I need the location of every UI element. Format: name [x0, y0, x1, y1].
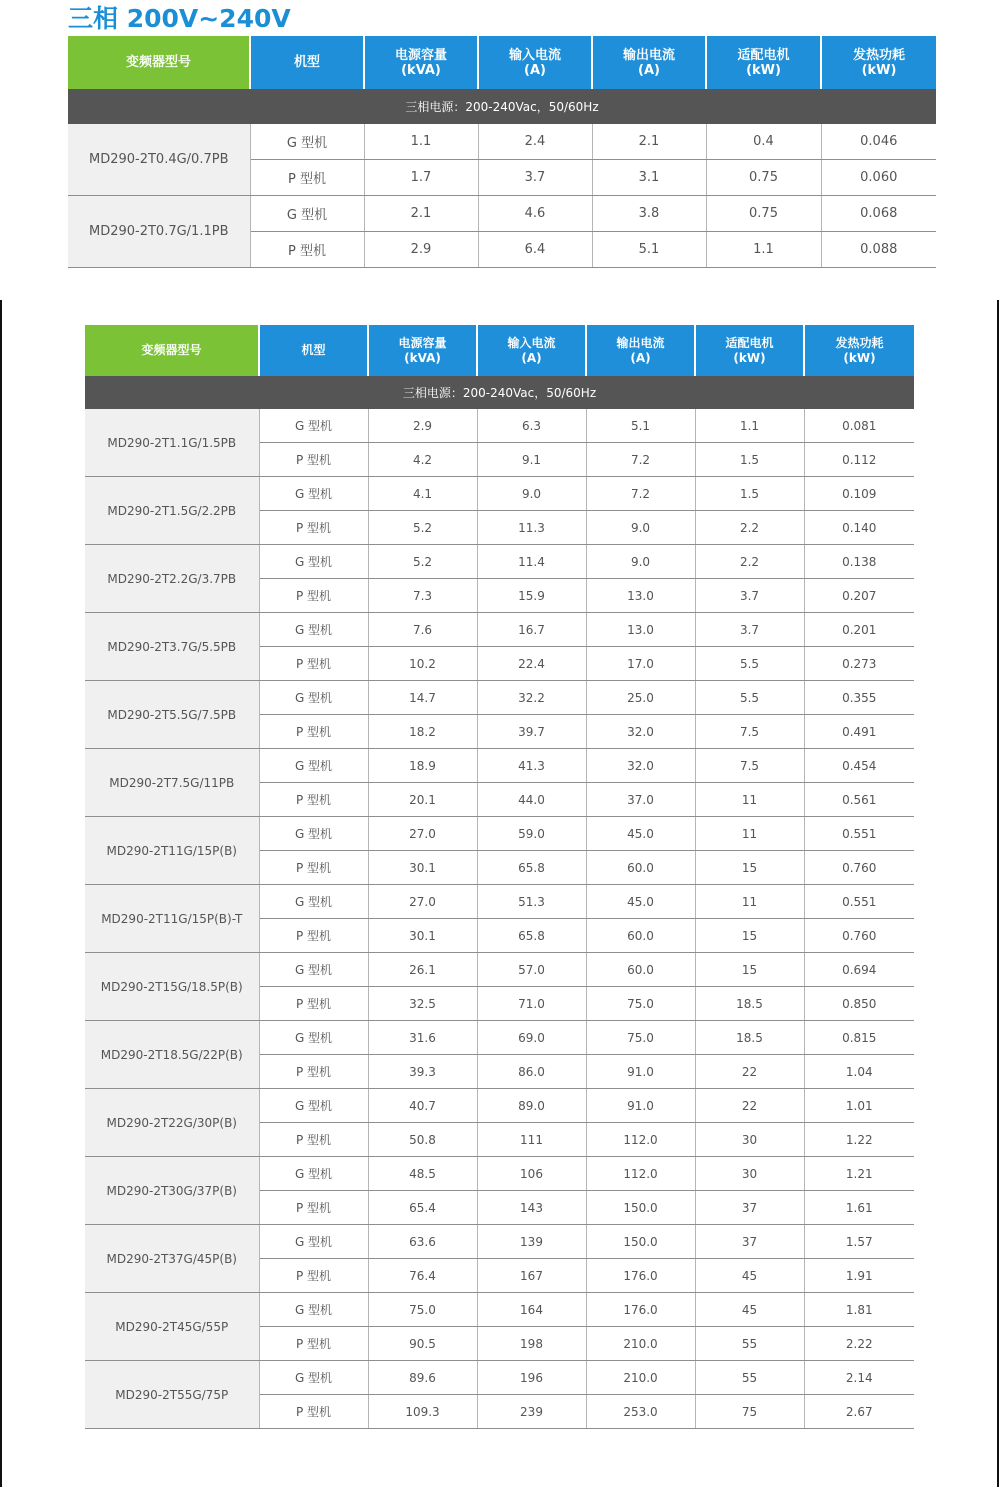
input-current-cell: 143	[477, 1191, 586, 1225]
spec-table-2	[85, 325, 914, 1429]
output-current-cell: 150.0	[586, 1191, 695, 1225]
power-capacity-cell: 32.5	[368, 987, 477, 1021]
output-current-cell: 3.1	[592, 160, 706, 196]
table-row	[85, 749, 914, 783]
model-cell: MD290-2T11G/15P(B)	[85, 817, 259, 885]
type-cell: P 型机	[259, 919, 368, 953]
output-current-cell: 13.0	[586, 613, 695, 647]
table-row	[85, 681, 914, 715]
motor-cell: 5.5	[695, 681, 804, 715]
motor-cell: 45	[695, 1259, 804, 1293]
output-current-cell: 9.0	[586, 511, 695, 545]
type-cell: P 型机	[259, 1055, 368, 1089]
type-cell: G 型机	[259, 1089, 368, 1123]
input-current-cell: 41.3	[477, 749, 586, 783]
heat-loss-cell: 0.273	[804, 647, 914, 681]
type-cell: P 型机	[259, 443, 368, 477]
heat-loss-cell: 0.760	[804, 919, 914, 953]
power-capacity-cell: 18.9	[368, 749, 477, 783]
motor-cell: 0.75	[706, 160, 821, 196]
heat-loss-cell: 0.491	[804, 715, 914, 749]
input-current-cell: 86.0	[477, 1055, 586, 1089]
input-current-cell: 167	[477, 1259, 586, 1293]
table-body-1	[68, 89, 936, 268]
table-row	[85, 1021, 914, 1055]
power-capacity-cell: 50.8	[368, 1123, 477, 1157]
model-cell: MD290-2T1.5G/2.2PB	[85, 477, 259, 545]
type-cell: P 型机	[259, 715, 368, 749]
heat-loss-cell: 0.551	[804, 817, 914, 851]
type-cell: G 型机	[259, 953, 368, 987]
type-cell: P 型机	[259, 1123, 368, 1157]
type-cell: G 型机	[259, 613, 368, 647]
model-cell: MD290-2T37G/45P(B)	[85, 1225, 259, 1293]
header-type: 机型	[250, 36, 364, 89]
type-cell: P 型机	[250, 232, 364, 268]
power-capacity-cell: 5.2	[368, 511, 477, 545]
page-title: 三相 200V~240V	[68, 4, 291, 33]
power-capacity-cell: 65.4	[368, 1191, 477, 1225]
model-cell: MD290-2T7.5G/11PB	[85, 749, 259, 817]
input-current-cell: 139	[477, 1225, 586, 1259]
type-cell: G 型机	[259, 477, 368, 511]
heat-loss-cell: 0.850	[804, 987, 914, 1021]
power-capacity-cell: 63.6	[368, 1225, 477, 1259]
left-edge-line	[0, 300, 2, 1487]
motor-cell: 1.1	[695, 409, 804, 443]
table-row	[85, 477, 914, 511]
power-capacity-cell: 40.7	[368, 1089, 477, 1123]
header-heat-loss: 发热功耗 (kW)	[821, 36, 936, 89]
table-row	[85, 1157, 914, 1191]
table-row	[68, 124, 936, 160]
type-cell: P 型机	[250, 160, 364, 196]
input-current-cell: 65.8	[477, 919, 586, 953]
input-current-cell: 111	[477, 1123, 586, 1157]
header-input-current: 输入电流 (A)	[477, 325, 586, 376]
power-supply-row	[85, 376, 914, 409]
heat-loss-cell: 0.561	[804, 783, 914, 817]
table-row	[68, 196, 936, 232]
power-capacity-cell: 14.7	[368, 681, 477, 715]
type-cell: P 型机	[259, 1327, 368, 1361]
input-current-cell: 51.3	[477, 885, 586, 919]
power-supply-label: 三相电源：200-240Vac，50/60Hz	[68, 89, 936, 124]
table-row	[85, 613, 914, 647]
header-power-capacity: 电源容量 (kVA)	[364, 36, 478, 89]
output-current-cell: 210.0	[586, 1327, 695, 1361]
power-capacity-cell: 1.7	[364, 160, 478, 196]
output-current-cell: 176.0	[586, 1259, 695, 1293]
input-current-cell: 11.4	[477, 545, 586, 579]
table-row	[85, 409, 914, 443]
type-cell: G 型机	[259, 1157, 368, 1191]
input-current-cell: 9.0	[477, 477, 586, 511]
motor-cell: 1.1	[706, 232, 821, 268]
motor-cell: 2.2	[695, 511, 804, 545]
power-capacity-cell: 2.9	[368, 409, 477, 443]
motor-cell: 22	[695, 1055, 804, 1089]
motor-cell: 7.5	[695, 715, 804, 749]
input-current-cell: 39.7	[477, 715, 586, 749]
heat-loss-cell: 0.060	[821, 160, 936, 196]
heat-loss-cell: 0.109	[804, 477, 914, 511]
input-current-cell: 3.7	[478, 160, 592, 196]
header-power-capacity: 电源容量 (kVA)	[368, 325, 477, 376]
header-model: 变频器型号	[68, 36, 250, 89]
input-current-cell: 9.1	[477, 443, 586, 477]
model-cell: MD290-2T1.1G/1.5PB	[85, 409, 259, 477]
input-current-cell: 65.8	[477, 851, 586, 885]
power-capacity-cell: 7.6	[368, 613, 477, 647]
type-cell: G 型机	[259, 749, 368, 783]
output-current-cell: 75.0	[586, 987, 695, 1021]
power-capacity-cell: 26.1	[368, 953, 477, 987]
input-current-cell: 239	[477, 1395, 586, 1429]
motor-cell: 7.5	[695, 749, 804, 783]
table-row	[85, 953, 914, 987]
heat-loss-cell: 0.760	[804, 851, 914, 885]
model-cell: MD290-2T30G/37P(B)	[85, 1157, 259, 1225]
output-current-cell: 60.0	[586, 851, 695, 885]
heat-loss-cell: 1.01	[804, 1089, 914, 1123]
output-current-cell: 91.0	[586, 1055, 695, 1089]
motor-cell: 55	[695, 1327, 804, 1361]
output-current-cell: 91.0	[586, 1089, 695, 1123]
heat-loss-cell: 0.088	[821, 232, 936, 268]
header-output-current: 输出电流 (A)	[592, 36, 706, 89]
table-header-row	[85, 325, 914, 376]
power-capacity-cell: 27.0	[368, 817, 477, 851]
motor-cell: 18.5	[695, 1021, 804, 1055]
heat-loss-cell: 0.068	[821, 196, 936, 232]
motor-cell: 11	[695, 783, 804, 817]
heat-loss-cell: 1.22	[804, 1123, 914, 1157]
table-row	[85, 545, 914, 579]
model-cell: MD290-2T3.7G/5.5PB	[85, 613, 259, 681]
table-row	[85, 885, 914, 919]
table-row	[85, 1089, 914, 1123]
power-capacity-cell: 1.1	[364, 124, 478, 160]
power-capacity-cell: 10.2	[368, 647, 477, 681]
motor-cell: 15	[695, 953, 804, 987]
motor-cell: 1.5	[695, 443, 804, 477]
type-cell: G 型机	[250, 124, 364, 160]
table-body-2	[85, 376, 914, 1429]
output-current-cell: 253.0	[586, 1395, 695, 1429]
motor-cell: 0.75	[706, 196, 821, 232]
type-cell: P 型机	[259, 851, 368, 885]
output-current-cell: 25.0	[586, 681, 695, 715]
power-capacity-cell: 31.6	[368, 1021, 477, 1055]
power-capacity-cell: 76.4	[368, 1259, 477, 1293]
motor-cell: 11	[695, 817, 804, 851]
heat-loss-cell: 0.140	[804, 511, 914, 545]
output-current-cell: 45.0	[586, 885, 695, 919]
heat-loss-cell: 2.67	[804, 1395, 914, 1429]
power-capacity-cell: 30.1	[368, 851, 477, 885]
table-header-row	[68, 36, 936, 89]
output-current-cell: 37.0	[586, 783, 695, 817]
header-output-current: 输出电流 (A)	[586, 325, 695, 376]
table-row	[85, 1225, 914, 1259]
power-capacity-cell: 2.1	[364, 196, 478, 232]
output-current-cell: 60.0	[586, 919, 695, 953]
model-cell: MD290-2T0.4G/0.7PB	[68, 124, 250, 196]
type-cell: G 型机	[259, 885, 368, 919]
output-current-cell: 45.0	[586, 817, 695, 851]
input-current-cell: 164	[477, 1293, 586, 1327]
motor-cell: 45	[695, 1293, 804, 1327]
input-current-cell: 32.2	[477, 681, 586, 715]
heat-loss-cell: 2.14	[804, 1361, 914, 1395]
heat-loss-cell: 1.57	[804, 1225, 914, 1259]
heat-loss-cell: 0.815	[804, 1021, 914, 1055]
motor-cell: 2.2	[695, 545, 804, 579]
input-current-cell: 15.9	[477, 579, 586, 613]
output-current-cell: 9.0	[586, 545, 695, 579]
type-cell: G 型机	[259, 1225, 368, 1259]
right-edge-line	[997, 300, 999, 1487]
header-motor: 适配电机 (kW)	[695, 325, 804, 376]
motor-cell: 75	[695, 1395, 804, 1429]
heat-loss-cell: 0.551	[804, 885, 914, 919]
type-cell: P 型机	[259, 987, 368, 1021]
type-cell: P 型机	[259, 647, 368, 681]
output-current-cell: 3.8	[592, 196, 706, 232]
output-current-cell: 75.0	[586, 1021, 695, 1055]
type-cell: G 型机	[259, 817, 368, 851]
input-current-cell: 11.3	[477, 511, 586, 545]
header-heat-loss: 发热功耗 (kW)	[804, 325, 914, 376]
motor-cell: 5.5	[695, 647, 804, 681]
table-row	[85, 1361, 914, 1395]
input-current-cell: 196	[477, 1361, 586, 1395]
model-cell: MD290-2T0.7G/1.1PB	[68, 196, 250, 268]
header-input-current: 输入电流 (A)	[478, 36, 592, 89]
spec-table-1	[68, 36, 936, 268]
input-current-cell: 198	[477, 1327, 586, 1361]
output-current-cell: 7.2	[586, 443, 695, 477]
motor-cell: 18.5	[695, 987, 804, 1021]
heat-loss-cell: 0.355	[804, 681, 914, 715]
type-cell: G 型机	[259, 1361, 368, 1395]
power-capacity-cell: 30.1	[368, 919, 477, 953]
type-cell: P 型机	[259, 1259, 368, 1293]
power-capacity-cell: 89.6	[368, 1361, 477, 1395]
heat-loss-cell: 0.207	[804, 579, 914, 613]
output-current-cell: 17.0	[586, 647, 695, 681]
power-capacity-cell: 27.0	[368, 885, 477, 919]
output-current-cell: 2.1	[592, 124, 706, 160]
heat-loss-cell: 0.046	[821, 124, 936, 160]
input-current-cell: 2.4	[478, 124, 592, 160]
power-capacity-cell: 7.3	[368, 579, 477, 613]
heat-loss-cell: 1.21	[804, 1157, 914, 1191]
type-cell: G 型机	[250, 196, 364, 232]
model-cell: MD290-2T5.5G/7.5PB	[85, 681, 259, 749]
output-current-cell: 60.0	[586, 953, 695, 987]
output-current-cell: 112.0	[586, 1157, 695, 1191]
type-cell: G 型机	[259, 1293, 368, 1327]
model-cell: MD290-2T55G/75P	[85, 1361, 259, 1429]
heat-loss-cell: 1.81	[804, 1293, 914, 1327]
power-capacity-cell: 4.2	[368, 443, 477, 477]
motor-cell: 37	[695, 1191, 804, 1225]
power-capacity-cell: 75.0	[368, 1293, 477, 1327]
motor-cell: 15	[695, 851, 804, 885]
heat-loss-cell: 0.081	[804, 409, 914, 443]
heat-loss-cell: 0.201	[804, 613, 914, 647]
model-cell: MD290-2T15G/18.5P(B)	[85, 953, 259, 1021]
input-current-cell: 6.3	[477, 409, 586, 443]
type-cell: P 型机	[259, 1191, 368, 1225]
input-current-cell: 4.6	[478, 196, 592, 232]
heat-loss-cell: 0.454	[804, 749, 914, 783]
motor-cell: 37	[695, 1225, 804, 1259]
power-capacity-cell: 18.2	[368, 715, 477, 749]
type-cell: P 型机	[259, 511, 368, 545]
header-model: 变频器型号	[85, 325, 259, 376]
power-capacity-cell: 2.9	[364, 232, 478, 268]
motor-cell: 30	[695, 1123, 804, 1157]
heat-loss-cell: 1.91	[804, 1259, 914, 1293]
power-capacity-cell: 5.2	[368, 545, 477, 579]
output-current-cell: 176.0	[586, 1293, 695, 1327]
output-current-cell: 150.0	[586, 1225, 695, 1259]
model-cell: MD290-2T45G/55P	[85, 1293, 259, 1361]
power-supply-label: 三相电源：200-240Vac，50/60Hz	[85, 376, 914, 409]
heat-loss-cell: 0.138	[804, 545, 914, 579]
motor-cell: 55	[695, 1361, 804, 1395]
heat-loss-cell: 1.04	[804, 1055, 914, 1089]
power-capacity-cell: 20.1	[368, 783, 477, 817]
output-current-cell: 32.0	[586, 749, 695, 783]
motor-cell: 3.7	[695, 613, 804, 647]
heat-loss-cell: 0.694	[804, 953, 914, 987]
power-capacity-cell: 39.3	[368, 1055, 477, 1089]
motor-cell: 22	[695, 1089, 804, 1123]
model-cell: MD290-2T22G/30P(B)	[85, 1089, 259, 1157]
power-capacity-cell: 90.5	[368, 1327, 477, 1361]
heat-loss-cell: 1.61	[804, 1191, 914, 1225]
model-cell: MD290-2T18.5G/22P(B)	[85, 1021, 259, 1089]
power-capacity-cell: 48.5	[368, 1157, 477, 1191]
type-cell: P 型机	[259, 579, 368, 613]
output-current-cell: 7.2	[586, 477, 695, 511]
header-motor: 适配电机 (kW)	[706, 36, 821, 89]
input-current-cell: 6.4	[478, 232, 592, 268]
type-cell: G 型机	[259, 1021, 368, 1055]
input-current-cell: 22.4	[477, 647, 586, 681]
output-current-cell: 210.0	[586, 1361, 695, 1395]
type-cell: G 型机	[259, 409, 368, 443]
model-cell: MD290-2T11G/15P(B)-T	[85, 885, 259, 953]
model-cell: MD290-2T2.2G/3.7PB	[85, 545, 259, 613]
motor-cell: 11	[695, 885, 804, 919]
motor-cell: 15	[695, 919, 804, 953]
output-current-cell: 5.1	[592, 232, 706, 268]
power-capacity-cell: 4.1	[368, 477, 477, 511]
output-current-cell: 13.0	[586, 579, 695, 613]
type-cell: P 型机	[259, 1395, 368, 1429]
motor-cell: 3.7	[695, 579, 804, 613]
table-row	[85, 817, 914, 851]
output-current-cell: 5.1	[586, 409, 695, 443]
input-current-cell: 59.0	[477, 817, 586, 851]
output-current-cell: 32.0	[586, 715, 695, 749]
section-divider	[0, 296, 1000, 302]
input-current-cell: 57.0	[477, 953, 586, 987]
output-current-cell: 112.0	[586, 1123, 695, 1157]
power-supply-row	[68, 89, 936, 124]
heat-loss-cell: 0.112	[804, 443, 914, 477]
motor-cell: 1.5	[695, 477, 804, 511]
motor-cell: 30	[695, 1157, 804, 1191]
input-current-cell: 69.0	[477, 1021, 586, 1055]
table-row	[85, 1293, 914, 1327]
type-cell: G 型机	[259, 681, 368, 715]
input-current-cell: 106	[477, 1157, 586, 1191]
input-current-cell: 71.0	[477, 987, 586, 1021]
type-cell: P 型机	[259, 783, 368, 817]
motor-cell: 0.4	[706, 124, 821, 160]
power-capacity-cell: 109.3	[368, 1395, 477, 1429]
type-cell: G 型机	[259, 545, 368, 579]
input-current-cell: 44.0	[477, 783, 586, 817]
header-type: 机型	[259, 325, 368, 376]
input-current-cell: 89.0	[477, 1089, 586, 1123]
heat-loss-cell: 2.22	[804, 1327, 914, 1361]
input-current-cell: 16.7	[477, 613, 586, 647]
